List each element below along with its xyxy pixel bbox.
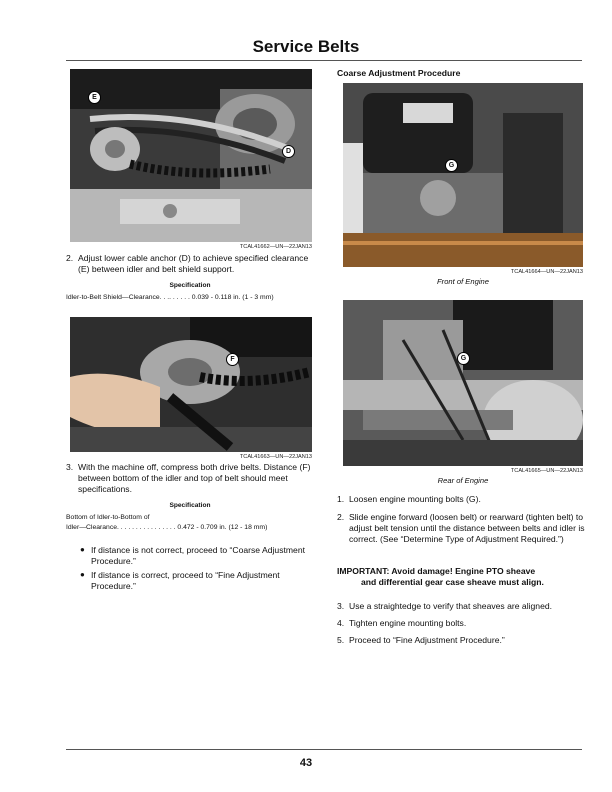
step-number: 2. <box>337 512 345 522</box>
rear-of-engine-photo <box>343 300 583 466</box>
important-lead: IMPORTANT: Avoid damage! Engine PTO sheave <box>337 566 536 576</box>
footer-rule <box>66 749 582 750</box>
step-2 <box>66 253 314 275</box>
step-5 <box>337 635 585 646</box>
page-number: 43 <box>299 757 313 769</box>
step-number: 5. <box>337 635 345 645</box>
spec-row: Idler—Clearance. . . . . . . . . . . . . . . . 0.472 - 0.709 in. (12 - 18 mm) <box>66 524 268 531</box>
bullet-text: If distance is correct, proceed to “Fine Adjustment Procedure.” <box>91 570 280 591</box>
section-heading: Coarse Adjustment Procedure <box>337 68 461 78</box>
callout-label-g: G <box>457 352 470 365</box>
step-number: 2. <box>66 253 74 263</box>
step-1 <box>337 494 585 505</box>
bullet-item: ● If distance is correct, proceed to “Fine Adjustment Procedure.” <box>80 570 310 592</box>
step-text: Loosen engine mounting bolts (G). <box>349 494 481 504</box>
page-title: Service Belts <box>252 37 360 56</box>
callout-label-f: F <box>226 353 239 366</box>
step-number: 4. <box>337 618 345 628</box>
photo-code: TCAL41665—UN—22JAN13 <box>510 468 583 474</box>
bullet-item: ● If distance is not correct, proceed to “Coarse Adjustment Procedure.” <box>80 545 310 567</box>
photo-caption: Rear of Engine <box>437 476 489 485</box>
idler-clearance-photo <box>70 317 312 452</box>
photo-code: TCAL41663—UN—22JAN13 <box>239 454 312 460</box>
photo-code: TCAL41664—UN—22JAN13 <box>510 269 583 275</box>
step-number: 3. <box>337 601 345 611</box>
callout-label-d: D <box>282 145 295 158</box>
front-of-engine-photo <box>343 83 583 267</box>
callout-label-g: G <box>445 159 458 172</box>
photo-code: TCAL41662—UN—22JAN13 <box>239 244 312 250</box>
important-rest: and differential gear case sheave must align. <box>361 576 544 587</box>
spec-heading: Specification <box>169 282 211 289</box>
photo-caption: Front of Engine <box>437 277 489 286</box>
step-3 <box>66 462 314 494</box>
step-text: Adjust lower cable anchor (D) to achieve specified clearance (E) between idler and belt shield support. <box>78 253 309 274</box>
step-4 <box>337 618 585 629</box>
step-text: With the machine off, compress both drive belts. Distance (F) between bottom of the idler and top of belt should meet specifications. <box>78 462 311 494</box>
callout-label-e: E <box>88 91 101 104</box>
belt-idler-photo <box>70 69 312 242</box>
step-number: 3. <box>66 462 74 472</box>
step-text: Slide engine forward (loosen belt) or rearward (tighten belt) to adjust belt tension until the distance between belts and idler is correct. (See “Determine Type of Adjustment Required.”) <box>349 512 585 544</box>
bullet-text: If distance is not correct, proceed to “Coarse Adjustment Procedure.” <box>91 545 305 566</box>
step-text: Tighten engine mounting bolts. <box>349 618 467 628</box>
important-notice <box>337 566 587 588</box>
spec-row: Idler-to-Belt Shield—Clearance. . .. . . . . . 0.039 - 0.118 in. (1 - 3 mm) <box>66 294 274 301</box>
step-number: 1. <box>337 494 345 504</box>
step-text: Proceed to “Fine Adjustment Procedure.” <box>349 635 505 645</box>
header-rule <box>66 60 582 61</box>
step-text: Use a straightedge to verify that sheaves are aligned. <box>349 601 553 611</box>
spec-heading: Specification <box>169 502 211 509</box>
step-2 <box>337 512 585 544</box>
spec-row: Bottom of Idler-to-Bottom of <box>66 514 150 521</box>
step-3 <box>337 601 585 612</box>
